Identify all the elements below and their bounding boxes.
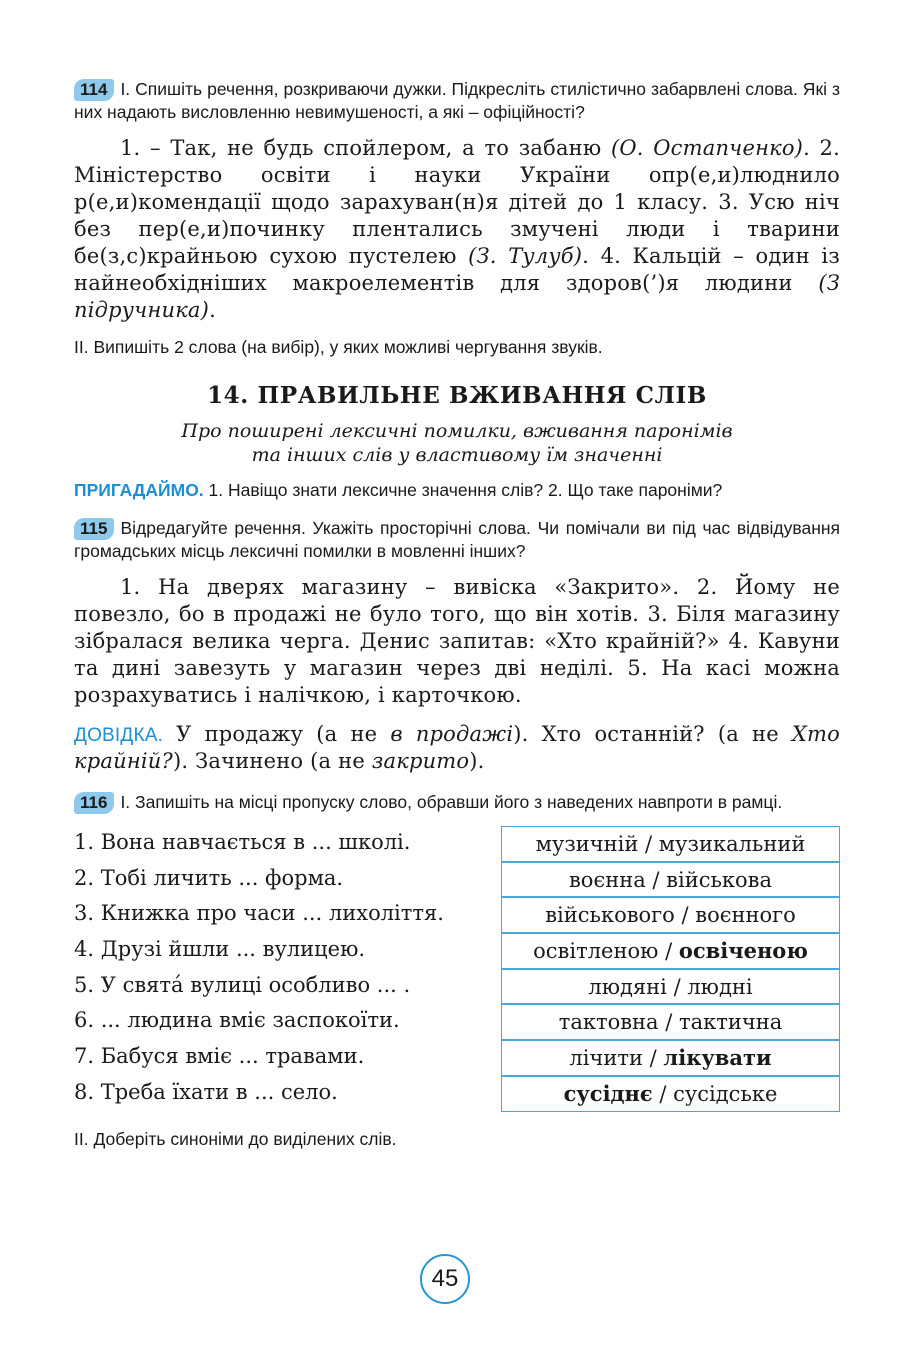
word-option: людяні [588, 974, 667, 999]
task-114-part2: ІІ. Випишіть 2 слова (на вибір), у яких можливі чергування звуків. [74, 337, 603, 357]
page-number: 45 [420, 1254, 470, 1304]
reference-label: ДОВІДКА. [74, 725, 164, 746]
table-row [74, 933, 840, 969]
word-options-box [501, 1004, 840, 1040]
recall-label: ПРИГАДАЙМО. [74, 480, 204, 500]
word-options-box [501, 1076, 840, 1112]
italic-text-run: в продажі [390, 722, 514, 746]
table-row [74, 897, 840, 933]
table-row [74, 826, 840, 862]
table-row [74, 1076, 840, 1112]
option-separator: / [642, 1046, 664, 1071]
task-number-badge: 115 [74, 518, 114, 540]
word-option: тактична [679, 1010, 783, 1035]
word-option: сусіднє [563, 1080, 653, 1106]
word-option: освітленою [533, 939, 659, 964]
table-row [74, 969, 840, 1005]
italic-text-run: (З підручника) [74, 271, 840, 322]
italic-text-run: (З. Тулуб) [468, 244, 583, 268]
italic-text-run: (О. Остапченко) [610, 136, 804, 160]
task-115-exercise-text: 1. На дверях магазину – вивіска «Закрито». 2. Йому не повезло, бо в продажі не було того, що він хотів. 3. Біля магазину зібралася велика черга. Денис запитав: «Хто крайній?» 4. Кавуни та дині завезуть у магазин через дві неділі. 5. На касі можна розрахуватись і налічкою, і карточкою. [74, 575, 840, 707]
word-option: військового [545, 903, 675, 928]
sentence-with-gap: 1. Вона навчається в ... школі. [74, 830, 411, 854]
task-instruction-text: Відредагуйте речення. Укажіть просторічні слова. Чи помічали ви під час відвідування громадських місць лексичні помилки в мовленні інших? [74, 518, 840, 561]
reference-text [74, 722, 840, 773]
word-options-box [501, 862, 840, 898]
option-separator: / [674, 903, 696, 928]
option-separator: / [652, 1081, 674, 1106]
task-115-instruction [74, 517, 840, 562]
word-option: військова [666, 867, 773, 892]
text-run: . 2. Міністерство освіти і науки України опр(е,и)люднило р(е,и)комендації щодо зарахуван(н)я дітей до 1 класу. 3. Усю ніч без пер(е,и)починку плентались змучені люди і тварини бе(з,с)крайньою сухою пустелею [74, 136, 840, 268]
word-options-box [501, 933, 840, 969]
word-option: тактовна [558, 1010, 659, 1035]
task-115-reference [74, 721, 840, 775]
task-instruction-text: І. Запишіть на місці пропуску слово, обравши його з наведених навпроти в рамці. [120, 792, 783, 812]
table-row [74, 862, 840, 898]
task-116-instruction [74, 791, 840, 814]
sentence-with-gap: 5. У свята́ вулиці особливо ... . [74, 972, 411, 997]
task-114-instruction [74, 78, 840, 123]
word-choice-table [74, 826, 840, 1112]
task-116-part2: ІІ. Доберіть синоніми до виділених слів. [74, 1128, 397, 1149]
word-option: воєнного [695, 903, 796, 928]
sentence-with-gap: 4. Друзі йшли ... вулицею. [74, 937, 366, 962]
option-separator: / [645, 867, 667, 892]
option-separator: / [638, 832, 659, 856]
text-run: . 4. Кальцій – один із найнеобхідніших макроелементів для здоров(’)я людини [74, 244, 840, 295]
section-title: 14. ПРАВИЛЬНЕ ВЖИВАННЯ СЛІВ [207, 382, 707, 409]
text-run: ). Хто останній? (а не [513, 722, 792, 746]
option-separator: / [658, 1010, 680, 1035]
text-run: 1. – Так, не будь спойлером, а то забаню [120, 136, 611, 160]
table-row [74, 1004, 840, 1040]
word-option: музичній [535, 832, 639, 856]
word-option: воєнна [568, 867, 646, 892]
task-number-badge: 116 [74, 792, 114, 814]
sentence-with-gap: 6. ... людина вміє заспокоїти. [74, 1008, 400, 1033]
section-subtitle [74, 419, 840, 467]
word-option: лічити [569, 1046, 643, 1071]
text-run: . [209, 298, 216, 322]
textbook-page [74, 78, 840, 1150]
sentence-with-gap: 7. Бабуся вміє ... травами. [74, 1044, 365, 1069]
sentence-with-gap: 8. Треба їхати в ... село. [74, 1079, 338, 1104]
word-option: лікувати [663, 1045, 772, 1071]
word-options-box [501, 969, 840, 1005]
option-separator: / [666, 974, 688, 999]
sentence-with-gap: 3. Книжка про часи ... лихоліття. [74, 901, 444, 926]
task-number-badge: 114 [74, 79, 114, 101]
word-options-box [501, 1040, 840, 1076]
italic-text-run: закрито [371, 749, 470, 773]
recall-text: 1. Навіщо знати лексичне значення слів? 2. Що таке пароніми? [203, 480, 723, 500]
section-subtitle-line: Про поширені лексичні помилки, вживання паронімів [181, 420, 733, 442]
word-option: музикальний [658, 832, 806, 856]
word-option: освіченою [678, 938, 808, 964]
recall-block [74, 479, 840, 501]
text-run: ). [469, 749, 485, 773]
task-instruction-text: І. Спишіть речення, розкриваючи дужки. Підкресліть стилістично забарвлені слова. Які з них надають висловленню невимушеності, а які – офіційності? [74, 79, 840, 122]
word-options-box [501, 826, 840, 862]
italic-text-run: Хто крайній? [74, 722, 840, 773]
word-option: сусідське [673, 1081, 778, 1106]
word-option: людні [687, 974, 753, 999]
task-114-exercise-text [74, 135, 840, 324]
sentence-with-gap: 2. Тобі личить ... форма. [74, 865, 344, 890]
table-row [74, 1040, 840, 1076]
option-separator: / [658, 939, 679, 964]
section-subtitle-line: та інших слів у властивому їм значенні [251, 444, 663, 466]
text-run: У продажу (а не [163, 722, 391, 746]
word-options-box [501, 897, 840, 933]
text-run: ). Зачинено (а не [172, 749, 372, 773]
